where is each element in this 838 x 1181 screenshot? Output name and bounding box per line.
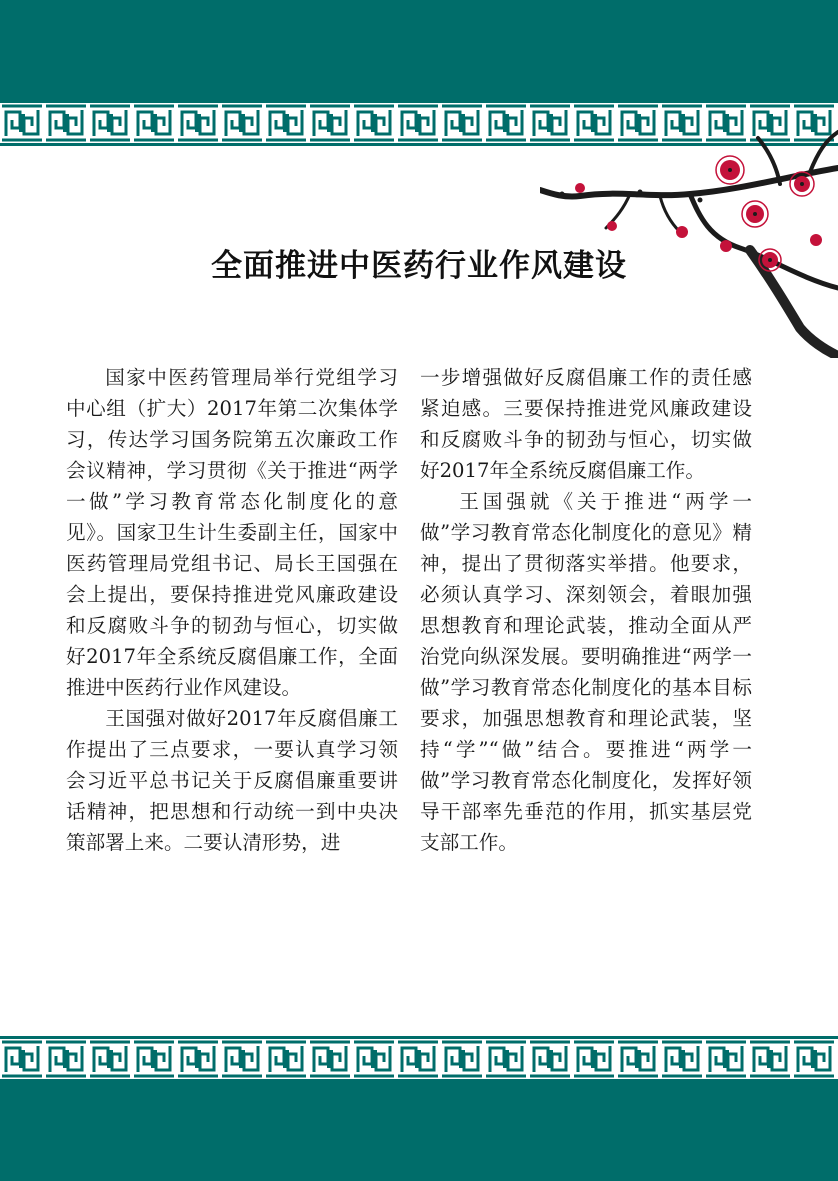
bottom-color-band <box>0 1080 838 1181</box>
article-title: 全面推进中医药行业作风建设 <box>211 248 627 284</box>
bottom-fret-border <box>0 1036 838 1082</box>
article-paragraph: 王国强对做好2017年反腐倡廉工作提出了三点要求，一要认真学习领会习近平总书记关于反腐倡廉重要讲话精神，把思想和行动统一到中央决策部署上来。二要认清形势，进 <box>66 707 398 854</box>
article-column-left <box>66 362 398 858</box>
article-paragraph: 王国强就《关于推进“两学一做”学习教育常态化制度化的意见》精神，提出了贯彻落实举措。他要求，必须认真学习、深刻领会，着眼加强思想教育和理论武装，推动全面从严治党向纵深发展。要明确推进“两学一做”学习教育常态化制度化的基本目标要求，加强思想教育和理论武装，坚持“学”“做”结合。要推进“两学一做”学习教育常态化制度化，发挥好领导干部率先垂范的作用，抓实基层党支部工作。 <box>420 490 752 854</box>
article-paragraph: 一步增强做好反腐倡廉工作的责任感紧迫感。三要保持推进党风廉政建设和反腐败斗争的韧劲与恒心，切实做好2017年全系统反腐倡廉工作。 <box>420 366 752 482</box>
article-paragraph: 国家中医药管理局举行党组学习中心组（扩大）2017年第二次集体学习，传达学习国务院第五次廉政工作会议精神，学习贯彻《关于推进“两学一做”学习教育常态化制度化的意见》。国家卫生计生委副主任，国家中医药管理局党组书记、局长王国强在会上提出，要保持推进党风廉政建设和反腐败斗争的韧劲与恒心，切实做好2017年全系统反腐倡廉工作，全面推进中医药行业作风建设。 <box>66 366 398 699</box>
article-column-right <box>420 362 752 858</box>
top-color-band <box>0 0 838 100</box>
